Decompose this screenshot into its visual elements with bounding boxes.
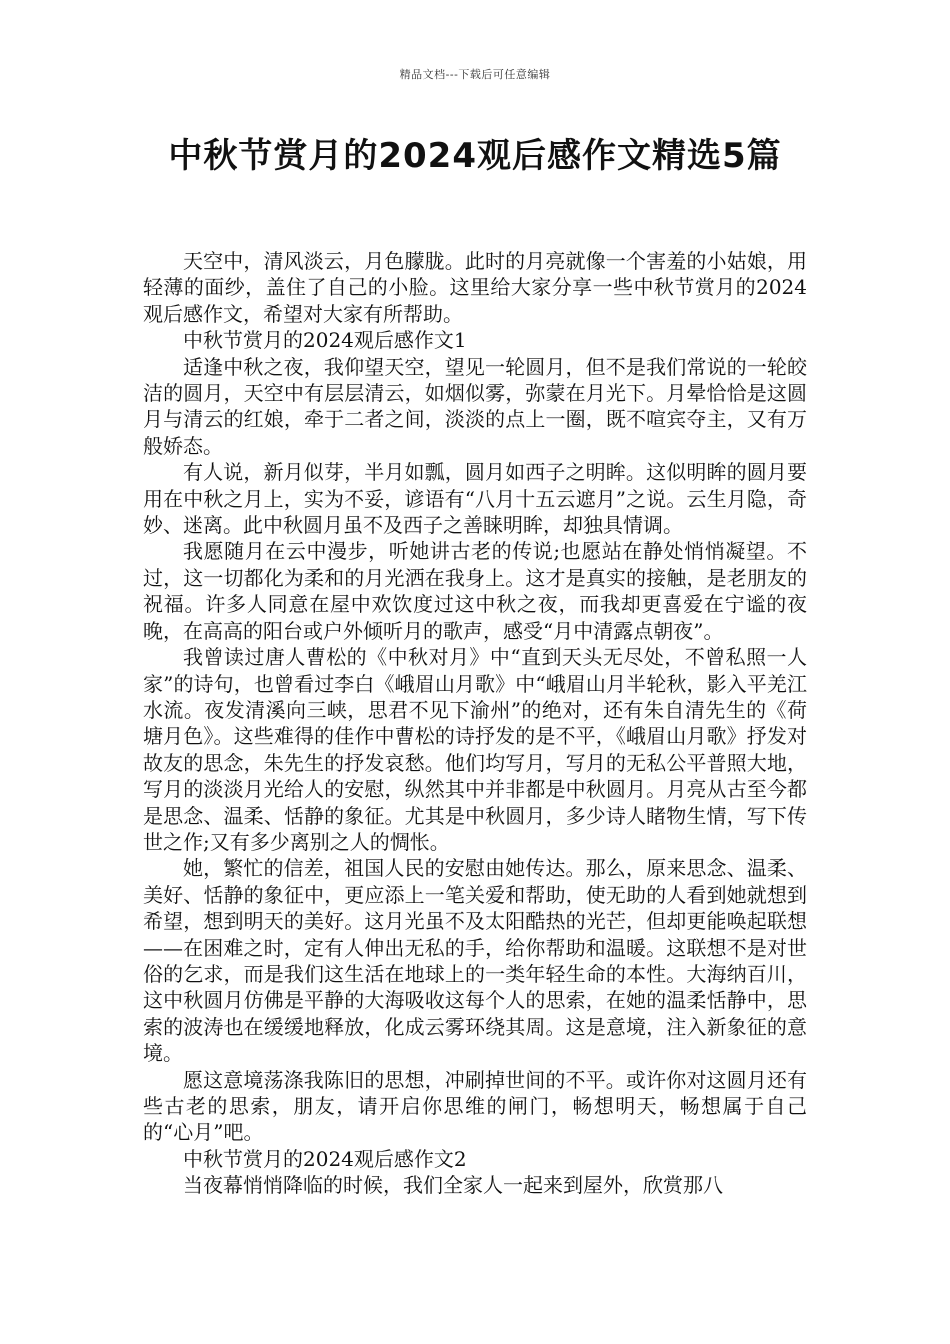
section-heading-1: 中秋节赏月的2024观后感作文1 <box>183 328 467 353</box>
body-paragraph: 我曾读过唐人曹松的《中秋对月》中“直到天头无尽处，不曾私照一人家”的诗句，也曾看过李白《峨眉山月歌》中“峨眉山月半轮秋，影入平羌江水流。夜发清溪向三峡，思君不见下渝州”的绝对，还有朱自清先生的《荷塘月色》。这些难得的佳作中曹松的诗抒发的是不平，《峨眉山月歌》抒发对故友的思念，朱先生的抒发哀愁。他们均写月，写月的无私公平普照大地，写月的淡淡月光给人的安慰，纵然其中并非都是中秋圆月。月亮从古至今都是思念、温柔、恬静的象征。尤其是中秋圆月，多少诗人睹物生情，写下传世之作;又有多少离别之人的惆怅。 <box>143 645 807 854</box>
body-paragraph: 当夜幕悄悄降临的时候，我们全家人一起来到屋外，欣赏那八 <box>183 1173 723 1198</box>
body-paragraph: 有人说，新月似芽，半月如瓢，圆月如西子之明眸。这似明眸的圆月要用在中秋之月上，实为不妥，谚语有“八月十五云遮月”之说。云生月隐，奇妙、迷离。此中秋圆月虽不及西子之善睐明眸，却独具情调。 <box>143 460 807 538</box>
body-paragraph: 我愿随月在云中漫步，听她讲古老的传说;也愿站在静处悄悄凝望。不过，这一切都化为柔和的月光洒在我身上。这才是真实的接触，是老朋友的祝福。许多人同意在屋中欢饮度过这中秋之夜，而我却更喜爱在宁谧的夜晚，在高高的阳台或户外倾听月的歌声，感受“月中清露点朝夜”。 <box>143 539 807 643</box>
header-note: 精品文档---下载后可任意编辑 <box>399 68 551 81</box>
document-body <box>143 248 807 1199</box>
section-heading-2: 中秋节赏月的2024观后感作文2 <box>183 1146 467 1171</box>
body-paragraph: 她，繁忙的信差，祖国人民的安慰由她传达。那么，原来思念、温柔、美好、恬静的象征中，更应添上一笔关爱和帮助，使无助的人看到她就想到希望，想到明天的美好。这月光虽不及太阳酷热的光芒，但却更能唤起联想——在困难之时，定有人伸出无私的手，给你帮助和温暖。这联想不是对世俗的乞求，而是我们这生活在地球上的一类年轻生命的本性。大海纳百川，这中秋圆月仿佛是平静的大海吸收这每个人的思索，在她的温柔恬静中，思索的波涛也在缓缓地释放，化成云雾环绕其周。这是意境，注入新象征的意境。 <box>143 856 807 1066</box>
intro-paragraph: 天空中，清风淡云，月色朦胧。此时的月亮就像一个害羞的小姑娘，用轻薄的面纱，盖住了自己的小脸。这里给大家分享一些中秋节赏月的2024观后感作文，希望对大家有所帮助。 <box>143 249 807 326</box>
body-paragraph: 愿这意境荡涤我陈旧的思想，冲刷掉世间的不平。或许你对这圆月还有些古老的思索，朋友，请开启你思维的闸门，畅想明天，畅想属于自己的“心月”吧。 <box>143 1067 807 1145</box>
body-paragraph: 适逢中秋之夜，我仰望天空，望见一轮圆月，但不是我们常说的一轮皎洁的圆月，天空中有层层清云，如烟似雾，弥蒙在月光下。月晕恰恰是这圆月与清云的红娘，牵于二者之间，淡淡的点上一圈，既不喧宾夺主，又有万般娇态。 <box>143 354 807 458</box>
document-title: 中秋节赏月的2024观后感作文精选5篇 <box>168 136 782 176</box>
